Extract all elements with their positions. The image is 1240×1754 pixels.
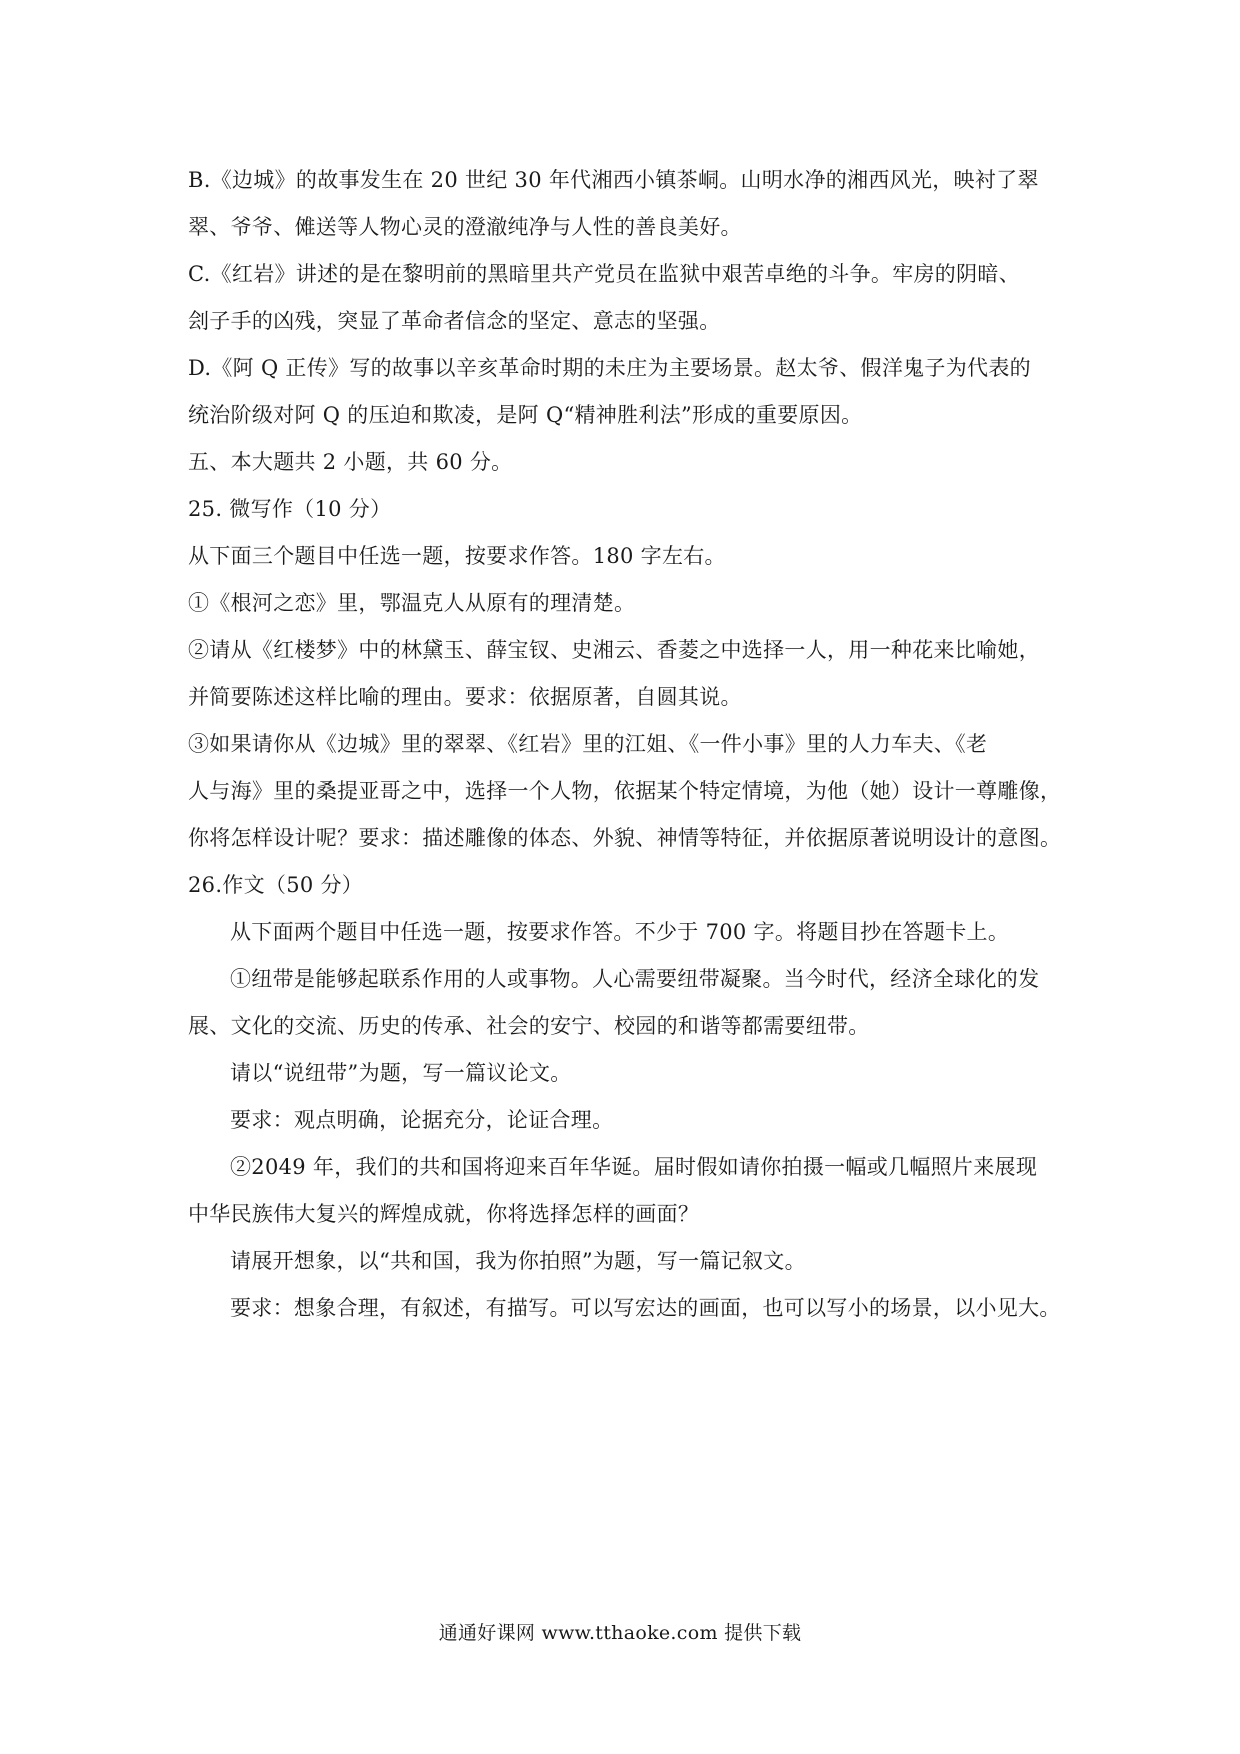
question-26-option-2-requirement: 要求：想象合理，有叙述，有描写。可以写宏达的画面，也可以写小的场景，以小见大。 [230,1296,1061,1320]
question-26-option-1-line-1: ①纽带是能够起联系作用的人或事物。人心需要纽带凝聚。当今时代，经济全球化的发 [230,967,1040,991]
question-26-option-1-line-2: 展、文化的交流、历史的传承、社会的安宁、校园的和谐等都需要纽带。 [188,1014,870,1038]
question-25-option-2-line-1: ②请从《红楼梦》中的林黛玉、薛宝钗、史湘云、香菱之中选择一人，用一种花来比喻她， [188,638,1040,662]
section-five-heading: 五、本大题共 2 小题，共 60 分。 [188,450,513,474]
question-25-option-3-line-3: 你将怎样设计呢？要求：描述雕像的体态、外貌、神情等特征，并依据原著说明设计的意图。 [188,826,1062,850]
option-c-line-1: C.《红岩》讲述的是在黎明前的黑暗里共产党员在监狱中艰苦卓绝的斗争。牢房的阴暗、 [188,262,1020,286]
option-c-line-2: 刽子手的凶残，突显了革命者信念的坚定、意志的坚强。 [188,309,721,333]
question-26-option-2-line-1: ②2049 年，我们的共和国将迎来百年华诞。届时假如请你拍摄一幅或几幅照片来展现 [230,1155,1038,1179]
option-b-line-1: B.《边城》的故事发生在 20 世纪 30 年代湘西小镇茶峒。山明水净的湘西风光，映衬了翠 [188,168,1039,192]
option-d-line-2: 统治阶级对阿 Q 的压迫和欺凌，是阿 Q“精神胜利法”形成的重要原因。 [188,403,863,427]
exam-content [188,157,1068,1332]
question-26-option-2-line-2: 中华民族伟大复兴的辉煌成就，你将选择怎样的画面？ [188,1202,700,1226]
question-26-option-2-prompt: 请展开想象，以“共和国，我为你拍照”为题，写一篇记叙文。 [230,1249,806,1273]
question-26-heading: 26.作文（50 分） [188,873,364,897]
question-26-option-1-requirement: 要求：观点明确，论据充分，论证合理。 [230,1108,614,1132]
question-25-option-1: ①《根河之恋》里，鄂温克人从原有的理清楚。 [188,591,636,615]
option-b-line-2: 翠、爷爷、傩送等人物心灵的澄澈纯净与人性的善良美好。 [188,215,742,239]
question-25-instruction: 从下面三个题目中任选一题，按要求作答。180 字左右。 [188,544,726,568]
page-footer: 通通好课网 www.tthaoke.com 提供下载 [438,1622,802,1644]
question-26-instruction: 从下面两个题目中任选一题，按要求作答。不少于 700 字。将题目抄在答题卡上。 [230,920,1010,944]
question-25-option-3-line-2: 人与海》里的桑提亚哥之中，选择一个人物，依据某个特定情境，为他（她）设计一尊雕像， [188,779,1062,803]
question-26-option-1-prompt: 请以“说纽带”为题，写一篇议论文。 [230,1061,572,1085]
question-25-option-3-line-1: ③如果请你从《边城》里的翠翠、《红岩》里的江姐、《一件小事》里的人力车夫、《老 [188,732,988,756]
option-d-line-1: D.《阿 Q 正传》写的故事以辛亥革命时期的未庄为主要场景。赵太爷、假洋鬼子为代表的 [188,356,1031,380]
question-25-option-2-line-2: 并简要陈述这样比喻的理由。要求：依据原著，自圆其说。 [188,685,742,709]
question-25-heading: 25. 微写作（10 分） [188,497,392,521]
